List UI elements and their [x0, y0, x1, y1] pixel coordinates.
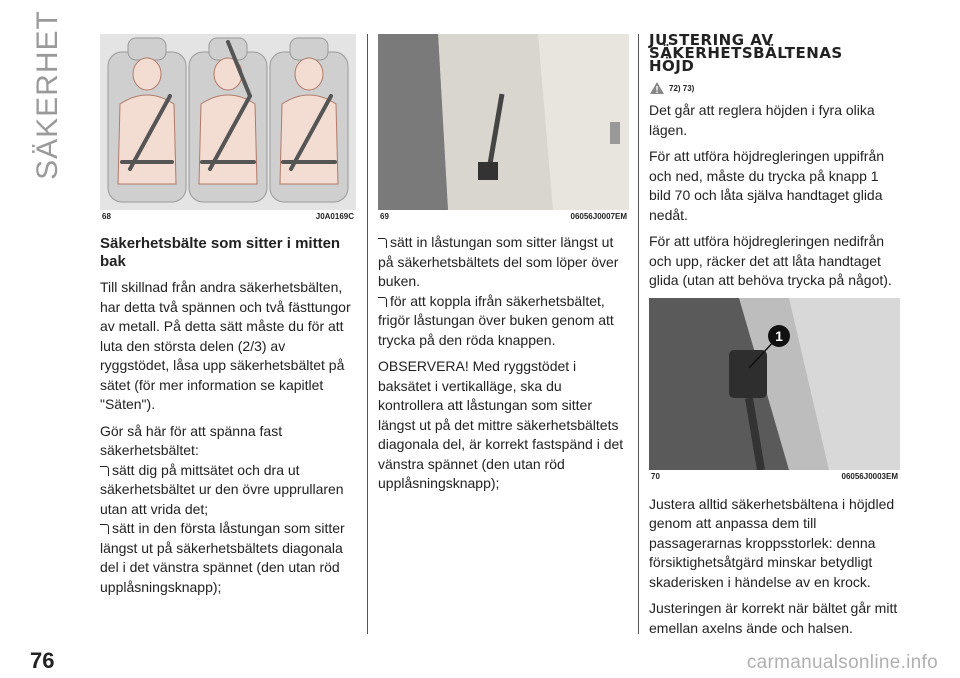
column-2 — [378, 34, 629, 494]
warning-reference: 72) 73) — [649, 81, 900, 95]
bullet-icon — [378, 297, 387, 307]
bullet-icon — [100, 466, 109, 476]
chapter-side-label: SÄKERHET — [31, 10, 64, 180]
list-item: sätt in den första låstungan som sitter längst ut på säkerhetsbältets diagonala del i det vänstra spännet (den utan röd upplåsningsknapp); — [100, 520, 345, 595]
page-number: 76 — [30, 648, 55, 673]
section-title: JUSTERING AV SÄKERHETSBÄLTENAS HÖJD — [649, 31, 843, 75]
paragraph: För att utföra höjdregleringen nedifrån och upp, räcker det att låta handtaget glida (utan att behöva trycka på något). — [649, 233, 892, 288]
watermark: carmanualsonline.info — [746, 652, 938, 673]
paragraph: Gör så här för att spänna fast säkerhetsbältet: — [100, 422, 283, 458]
figure-number: 68 — [102, 212, 111, 221]
list-item: sätt dig på mittsätet och dra ut säkerhetsbältet ur den övre upprullaren utan att vrida det; — [100, 461, 344, 517]
figure-68-caption — [100, 210, 356, 221]
column-3 — [649, 31, 900, 638]
bullet-icon — [378, 238, 387, 248]
note-paragraph: OBSERVERA! Med ryggstödet i baksätet i vertikalläge, ska du kontrollera att låstungan som sitter längst ut på det mittre säkerhetsbältets diagonala del, är korrekt fastspänd i det vänstra spännet (den utan röd upplåsningsknapp); — [378, 358, 624, 491]
figure-70-height-adjuster-photo — [649, 298, 900, 470]
column-divider — [367, 34, 368, 634]
paragraph: Det går att reglera höjden i fyra olika lägen. — [649, 102, 875, 138]
figure-code: J0A0169C — [315, 212, 354, 221]
paragraph: Till skillnad från andra säkerhetsbälten, har detta två spännen och två fästtungor av metall. På detta sätt måste du för att luta den största delen (2/3) av ryggstödet, låsa upp säkerhetsbältet på sätet (för mer information se kapitlet "Säten"). — [100, 279, 351, 412]
figure-number: 70 — [651, 471, 660, 481]
figure-68-rear-seats-illustration — [100, 34, 356, 210]
list-item: sätt in låstungan som sitter längst ut på säkerhetsbältets del som löper över buken. — [378, 234, 619, 289]
paragraph: Justera alltid säkerhetsbältena i höjdled genom att anpassa dem till passagerarnas kroppsstorlek: denna försiktighetsåtgärd minskar betydligt skaderisken i händelse av en krock. — [649, 495, 895, 590]
list-item: för att koppla ifrån säkerhetsbältet, frigör låstungan över buken genom att trycka på den röda knappen. — [378, 292, 614, 348]
figure-code: 06056J0003EM — [841, 471, 898, 481]
paragraph: För att utföra höjdregleringen uppifrån och ned, måste du trycka på knapp 1 bild 70 och låta själva handtaget glida nedåt. — [649, 148, 885, 223]
column-divider — [638, 34, 639, 634]
section-heading: Säkerhetsbälte som sitter i mitten bak — [100, 235, 341, 270]
bullet-icon — [100, 524, 109, 534]
column-1 — [100, 34, 356, 597]
callout-number: 1 — [775, 327, 783, 344]
warning-triangle-icon — [649, 81, 665, 95]
figure-code: 06056J0007EM — [570, 212, 627, 221]
figure-69-caption — [378, 210, 629, 221]
figure-69-seat-buckle-photo — [378, 34, 629, 210]
figure-70-caption — [649, 470, 900, 481]
paragraph: Justeringen är korrekt när bältet går mitt emellan axelns ände och halsen. — [649, 600, 898, 636]
figure-number: 69 — [380, 212, 389, 221]
